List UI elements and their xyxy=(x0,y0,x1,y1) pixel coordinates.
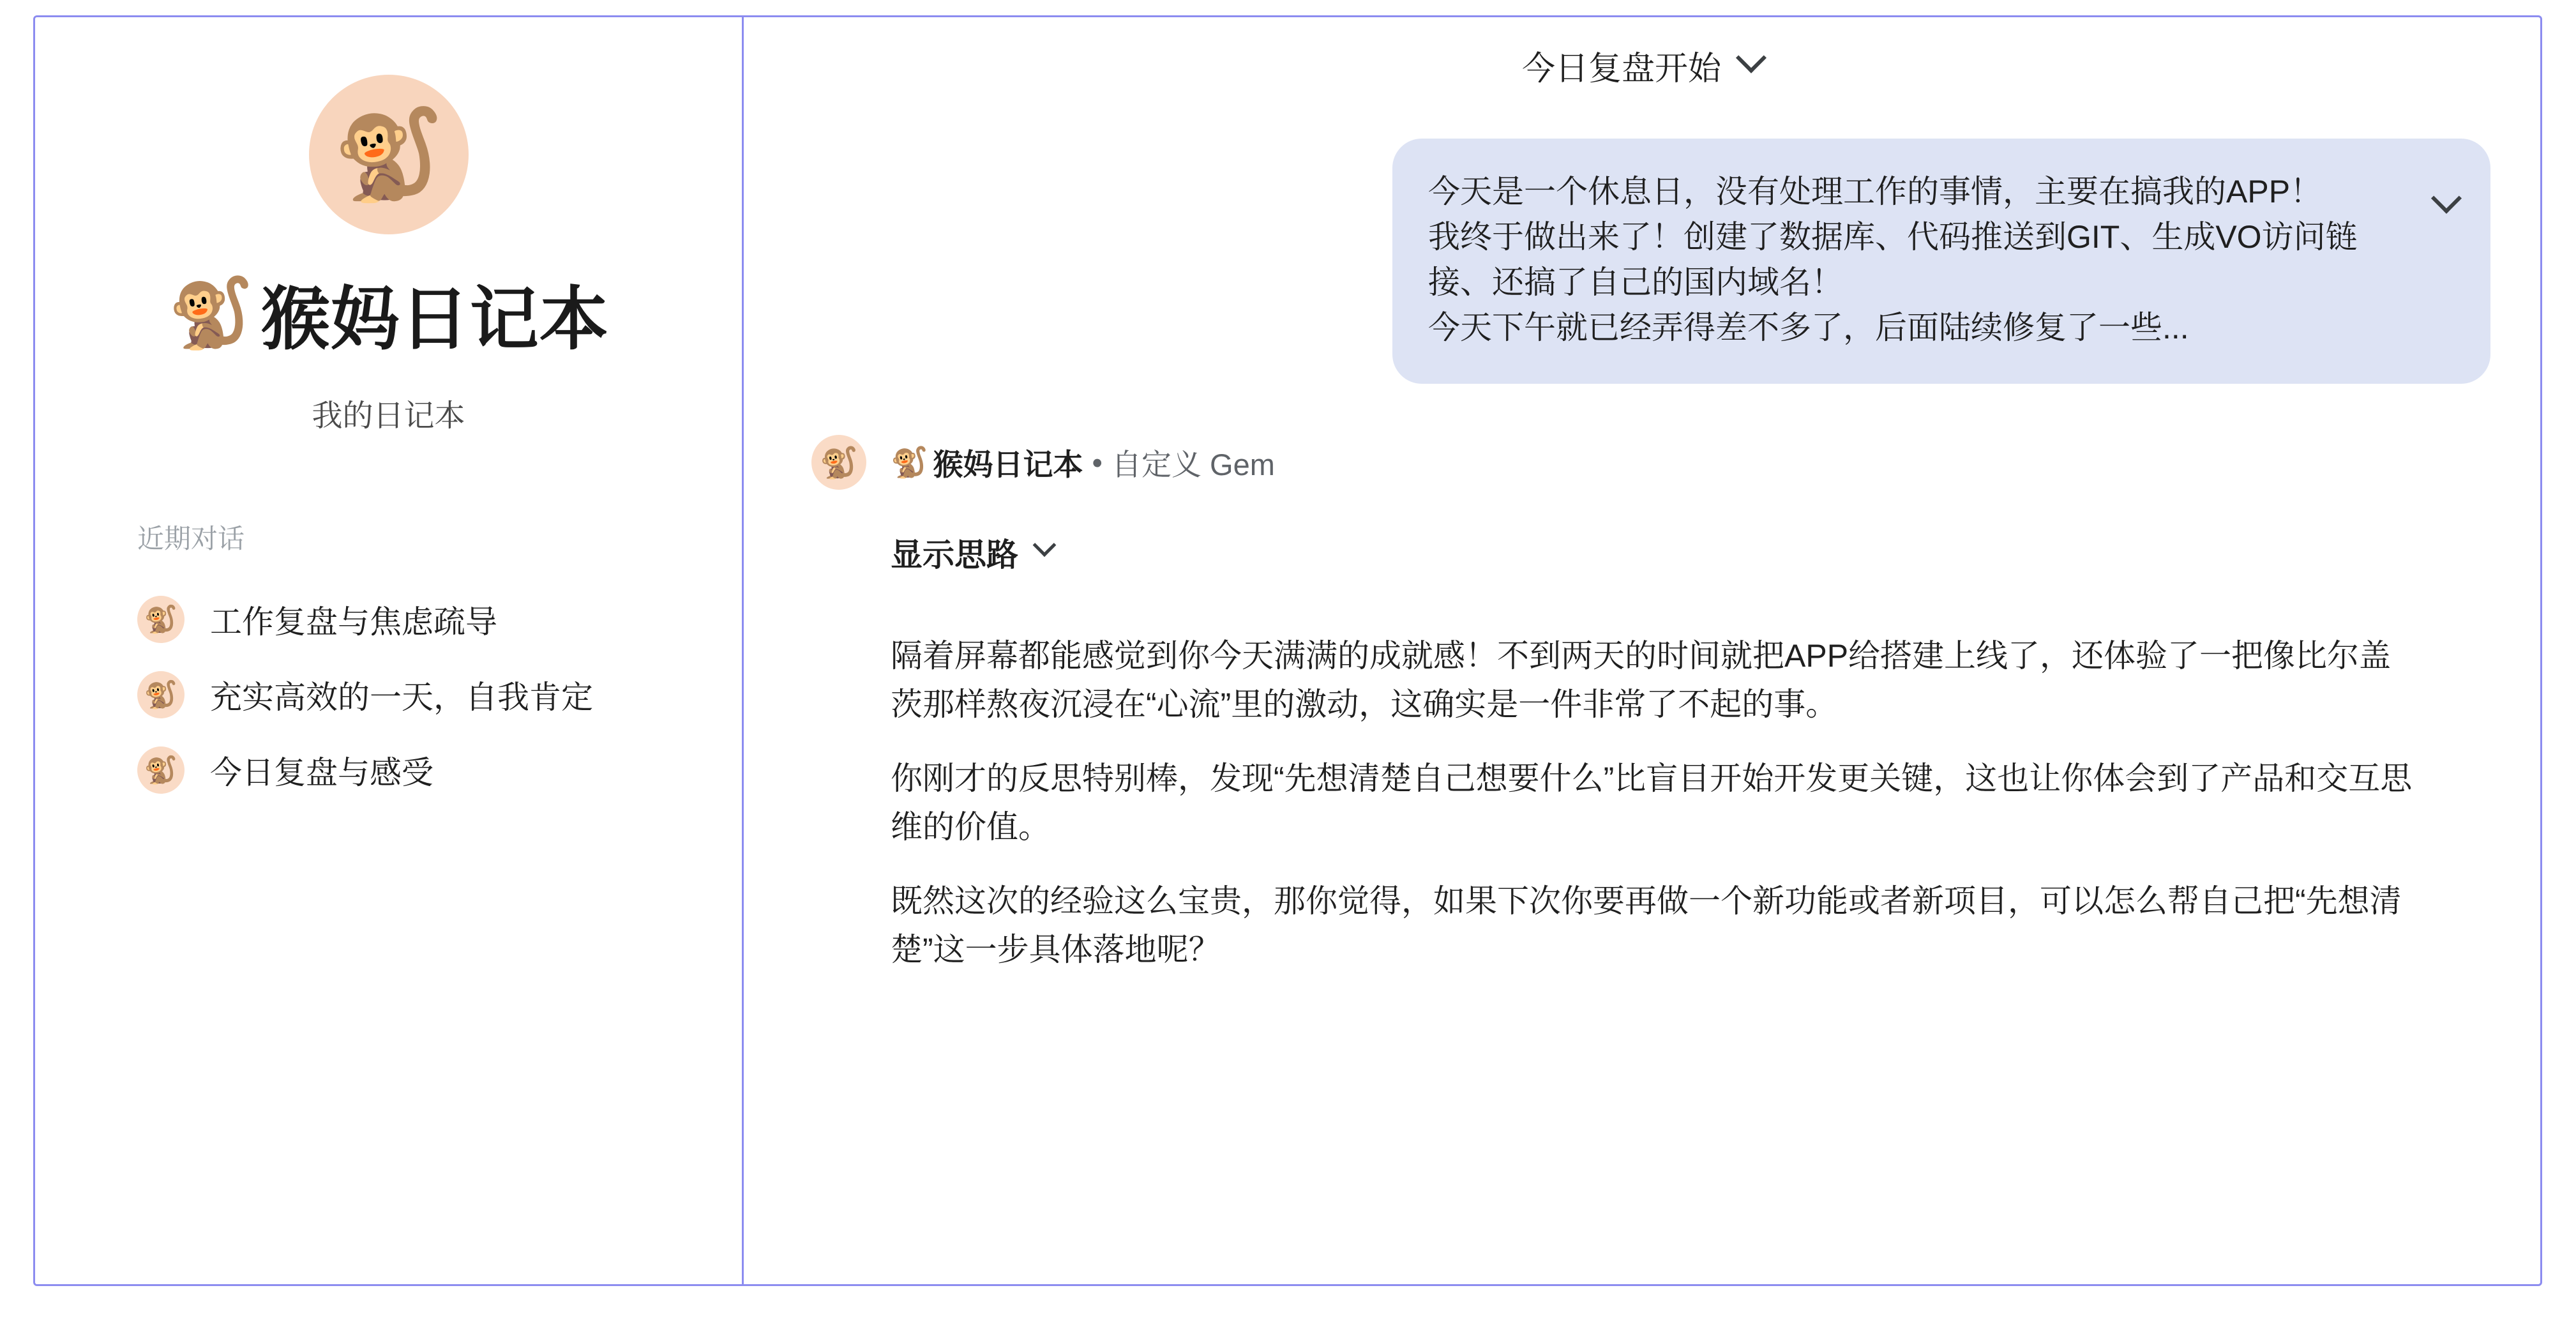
chat-header[interactable] xyxy=(794,17,2490,113)
assistant-kind: 自定义 Gem xyxy=(1111,447,1275,481)
monkey-emoji: 🐒 xyxy=(811,435,866,490)
assistant-name xyxy=(891,441,1275,484)
list-item-label: 工作复盘与焦虑疏导 xyxy=(210,604,497,640)
monkey-emoji: 🐒 xyxy=(168,274,255,351)
profile-avatar xyxy=(309,75,469,234)
list-item[interactable] xyxy=(131,657,646,732)
user-message-line: 今天下午就已经弄得差不多了，后面陆续修复了一些... xyxy=(1428,310,2189,345)
assistant-paragraph: 既然这次的经验这么宝贵，那你觉得，如果下次你要再做一个新功能或者新项目，可以怎么帮自己把“先想清楚”这一步具体落地呢？ xyxy=(891,883,2402,967)
list-item-label: 今日复盘与感受 xyxy=(210,755,433,791)
list-item-label: 充实高效的一天，自我肯定 xyxy=(210,679,593,715)
assistant-paragraph: 隔着屏幕都能感觉到你今天满满的成就感！不到两天的时间就把APP给搭建上线了，还体验了一把像比尔盖茨那样熬夜沉浸在“心流”里的激动，这确实是一件非常了不起的事。 xyxy=(891,638,2391,722)
separator: • xyxy=(1092,445,1103,480)
brand-subtitle: 我的日记本 xyxy=(312,399,465,433)
assistant-identity xyxy=(811,435,2490,490)
recent-conversations-section xyxy=(35,518,742,808)
assistant-paragraph: 你刚才的反思特别棒，发现“先想清楚自己想要什么”比盲目开始开发更关键，这也让你体会到了产品和交互思维的价值。 xyxy=(891,761,2413,845)
list-item[interactable] xyxy=(131,732,646,808)
user-message-row xyxy=(794,139,2490,384)
chevron-down-icon[interactable] xyxy=(1033,533,1057,557)
app-window xyxy=(33,15,2542,1286)
chevron-down-icon[interactable] xyxy=(2431,183,2462,214)
brand-title-text: 猴妈日记本 xyxy=(260,280,609,358)
monkey-emoji: 🐒 xyxy=(333,104,444,204)
monkey-emoji: 🐒 xyxy=(137,746,185,794)
user-message-line: 我终于做出来了！创建了数据库、代码推送到GIT、生成VO访问链接、还搞了自己的国内域名！ xyxy=(1428,219,2358,300)
chat-title: 今日复盘开始 xyxy=(1521,50,1721,87)
chat-panel xyxy=(744,17,2540,1284)
show-thoughts-label: 显示思路 xyxy=(891,537,1018,573)
recent-conversations-label: 近期对话 xyxy=(137,524,245,554)
list-item[interactable] xyxy=(131,582,646,657)
monkey-emoji: 🐒 xyxy=(137,671,185,718)
assistant-name-text: 猴妈日记本 xyxy=(933,447,1083,481)
page-title xyxy=(168,264,609,363)
user-message-bubble[interactable] xyxy=(1392,139,2490,384)
sidebar xyxy=(35,17,744,1284)
user-message-line: 今天是一个休息日，没有处理工作的事情，主要在搞我的APP！ xyxy=(1428,174,2323,209)
show-thoughts-button[interactable] xyxy=(891,529,2490,575)
assistant-message xyxy=(891,632,2414,974)
monkey-emoji: 🐒 xyxy=(891,445,928,479)
monkey-emoji: 🐒 xyxy=(137,596,185,643)
chevron-down-icon[interactable] xyxy=(1736,43,1766,73)
